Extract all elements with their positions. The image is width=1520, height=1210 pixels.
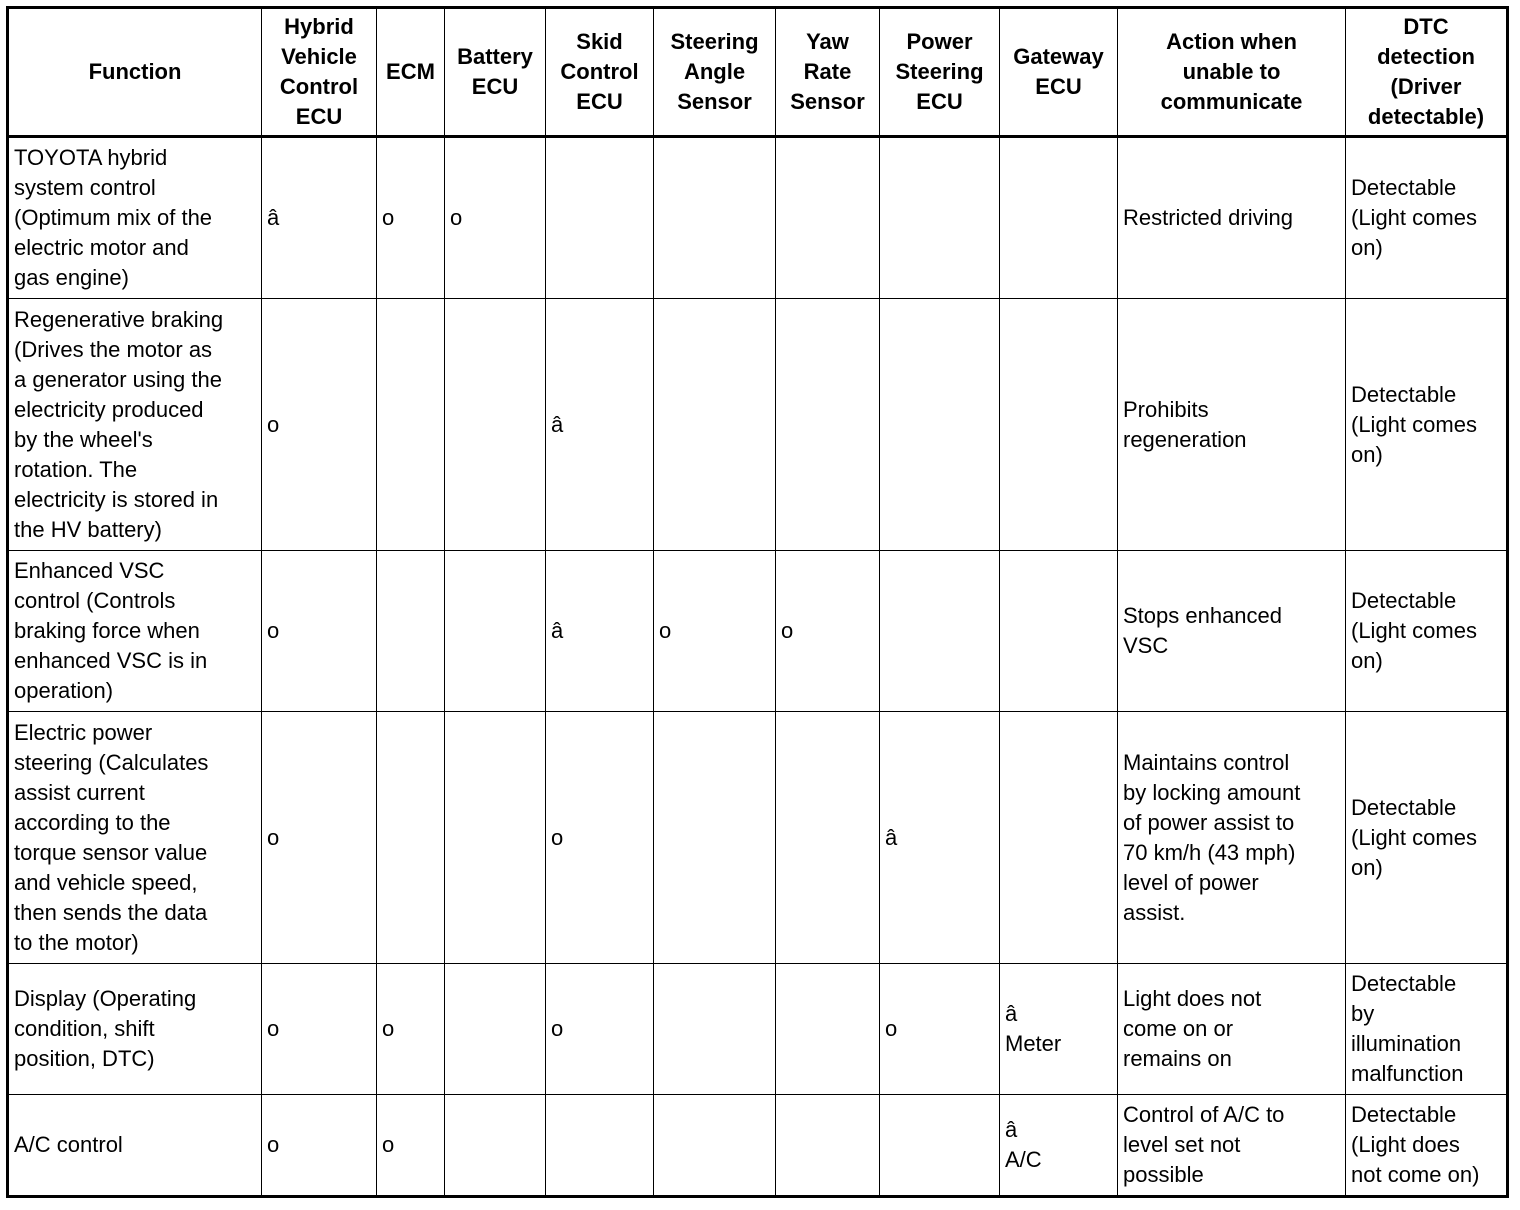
battery-ecu-mark — [445, 551, 546, 712]
dtc-cell: Detectable (Light comes on) — [1346, 551, 1508, 712]
ecm-mark: o — [377, 137, 445, 299]
skid-ecu-mark: o — [546, 712, 654, 964]
gateway-note: Meter — [1005, 1031, 1062, 1056]
gateway-ecu-mark — [1000, 299, 1118, 551]
ecm-mark — [377, 551, 445, 712]
hv-ecu-mark: o — [262, 1095, 377, 1197]
action-cell: Restricted driving — [1118, 137, 1346, 299]
battery-ecu-mark — [445, 1095, 546, 1197]
skid-ecu-mark — [546, 1095, 654, 1197]
dtc-cell: Detectable (Light comes on) — [1346, 299, 1508, 551]
ecu-function-table — [6, 6, 1509, 1198]
gateway-ecu-mark — [1000, 712, 1118, 964]
battery-ecu-mark — [445, 712, 546, 964]
header-battery-ecu: Battery ECU — [445, 8, 546, 137]
ecm-mark — [377, 712, 445, 964]
header-gateway-ecu: Gateway ECU — [1000, 8, 1118, 137]
ps-ecu-mark — [880, 551, 1000, 712]
ecm-mark: o — [377, 1095, 445, 1197]
header-row — [8, 8, 1508, 137]
dtc-cell: Detectable (Light does not come on) — [1346, 1095, 1508, 1197]
function-cell: Enhanced VSC control (Controls braking force when enhanced VSC is in operation) — [8, 551, 262, 712]
dtc-cell: Detectable by illumination malfunction — [1346, 964, 1508, 1095]
battery-ecu-mark — [445, 964, 546, 1095]
hv-ecu-mark: â — [262, 137, 377, 299]
header-yaw-rate-sensor: Yaw Rate Sensor — [776, 8, 880, 137]
gateway-ecu-mark — [1000, 1095, 1118, 1197]
dtc-cell: Detectable (Light comes on) — [1346, 712, 1508, 964]
gateway-mark: â — [1005, 1001, 1018, 1026]
action-cell: Prohibits regeneration — [1118, 299, 1346, 551]
steering-sensor-mark — [654, 964, 776, 1095]
gateway-ecu-mark — [1000, 137, 1118, 299]
skid-ecu-mark: â — [546, 551, 654, 712]
yaw-sensor-mark — [776, 964, 880, 1095]
steering-sensor-mark — [654, 712, 776, 964]
gateway-ecu-mark — [1000, 551, 1118, 712]
ecm-mark — [377, 299, 445, 551]
header-hybrid-vehicle-control-ecu: Hybrid Vehicle Control ECU — [262, 8, 377, 137]
hv-ecu-mark: o — [262, 712, 377, 964]
header-steering-angle-sensor: Steering Angle Sensor — [654, 8, 776, 137]
yaw-sensor-mark — [776, 1095, 880, 1197]
function-cell: Electric power steering (Calculates assist current according to the torque sensor value and vehicle speed, then sends the data to the motor) — [8, 712, 262, 964]
header-power-steering-ecu: Power Steering ECU — [880, 8, 1000, 137]
function-cell: Display (Operating condition, shift position, DTC) — [8, 964, 262, 1095]
ps-ecu-mark — [880, 1095, 1000, 1197]
yaw-sensor-mark: o — [776, 551, 880, 712]
action-cell: Maintains control by locking amount of power assist to 70 km/h (43 mph) level of power assist. — [1118, 712, 1346, 964]
header-function: Function — [8, 8, 262, 137]
hv-ecu-mark: o — [262, 299, 377, 551]
function-cell: A/C control — [8, 1095, 262, 1197]
ps-ecu-mark: â — [880, 712, 1000, 964]
dtc-cell: Detectable (Light comes on) — [1346, 137, 1508, 299]
yaw-sensor-mark — [776, 712, 880, 964]
function-cell: TOYOTA hybrid system control (Optimum mix of the electric motor and gas engine) — [8, 137, 262, 299]
header-dtc-detection: DTC detection (Driver detectable) — [1346, 8, 1508, 137]
steering-sensor-mark — [654, 137, 776, 299]
header-skid-control-ecu: Skid Control ECU — [546, 8, 654, 137]
hv-ecu-mark: o — [262, 964, 377, 1095]
table-row — [8, 964, 1508, 1095]
table-row — [8, 299, 1508, 551]
function-cell: Regenerative braking (Drives the motor as a generator using the electricity produced by the wheel's rotation. The electricity is stored in the HV battery) — [8, 299, 262, 551]
header-ecm: ECM — [377, 8, 445, 137]
skid-ecu-mark — [546, 137, 654, 299]
gateway-ecu-mark — [1000, 964, 1118, 1095]
action-cell: Stops enhanced VSC — [1118, 551, 1346, 712]
steering-sensor-mark — [654, 299, 776, 551]
yaw-sensor-mark — [776, 299, 880, 551]
ps-ecu-mark: o — [880, 964, 1000, 1095]
table-row — [8, 1095, 1508, 1197]
hv-ecu-mark: o — [262, 551, 377, 712]
ecm-mark: o — [377, 964, 445, 1095]
page-container — [6, 6, 1509, 1198]
table-row — [8, 551, 1508, 712]
ps-ecu-mark — [880, 137, 1000, 299]
header-action-when-unable: Action when unable to communicate — [1118, 8, 1346, 137]
skid-ecu-mark: â — [546, 299, 654, 551]
table-row — [8, 712, 1508, 964]
gateway-note: A/C — [1005, 1147, 1042, 1172]
ps-ecu-mark — [880, 299, 1000, 551]
yaw-sensor-mark — [776, 137, 880, 299]
action-cell: Light does not come on or remains on — [1118, 964, 1346, 1095]
gateway-mark: â — [1005, 1117, 1018, 1142]
steering-sensor-mark — [654, 1095, 776, 1197]
table-row — [8, 137, 1508, 299]
skid-ecu-mark: o — [546, 964, 654, 1095]
battery-ecu-mark — [445, 299, 546, 551]
action-cell: Control of A/C to level set not possible — [1118, 1095, 1346, 1197]
steering-sensor-mark: o — [654, 551, 776, 712]
battery-ecu-mark: o — [445, 137, 546, 299]
